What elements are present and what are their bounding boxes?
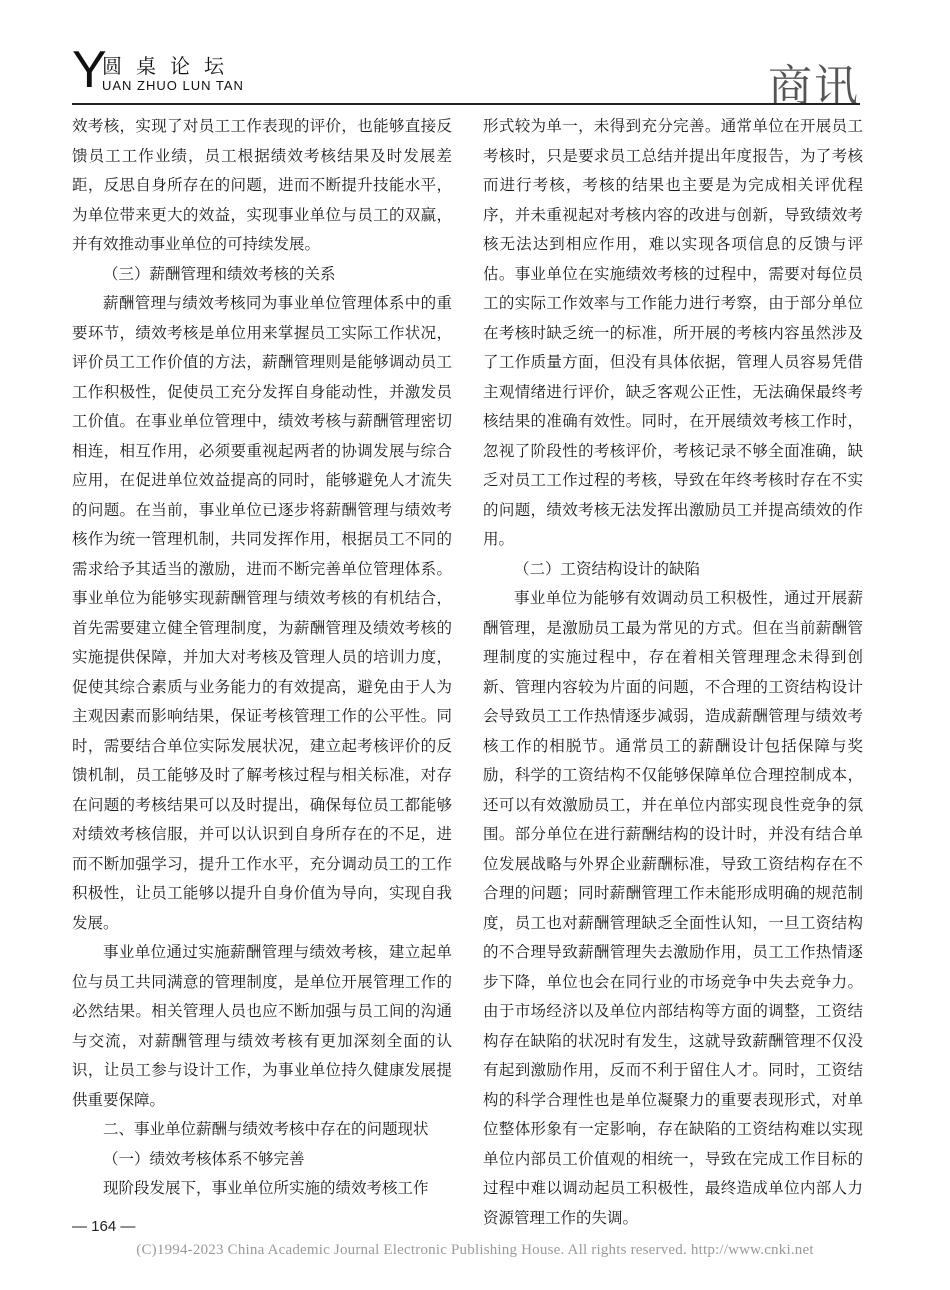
- paragraph: 事业单位通过实施薪酬管理与绩效考核，建立起单位与员工共同满意的管理制度，是单位开展管理工作的必然结果。相关管理人员也应不断加强与员工间的沟通与交流，对薪酬管理与绩效考核有更加深刻全面的认识，让员工参与设计工作，为事业单位持久健康发展提供重要保障。: [72, 943, 452, 1109]
- header-logo-letter: Y: [72, 41, 107, 99]
- column-name-cn: 圆桌论坛: [102, 54, 238, 78]
- paragraph: 形式较为单一，未得到充分完善。通常单位在开展员工考核时，只是要求员工总结并提出年度报告，为了考核而进行考核，考核的结果也主要是为完成相关评优程序，并未重视起对考核内容的改进与创新，导致绩效考核无法达到相应作用，难以实现各项信息的反馈与评估。事业单位在实施绩效考核的过程中，需要对每位员工的实际工作效率与工作能力进行考察，由于部分单位在考核时缺乏统一的标准，所开展的考核内容虽然涉及了工作质量方面，但没有具体依据，管理人员容易凭借主观情绪进行评价，缺乏客观公正性，无法确保最终考核结果的准确有效性。同时，在开展绩效考核工作时，忽视了阶段性的考核评价，考核记录不够全面准确，缺乏对员工工作过程的考核，导致在年终考核时存在不实的问题，绩效考核无法发挥出激励员工并提高绩效的作用。: [483, 117, 863, 548]
- copyright-footer: (C)1994-2023 China Academic Journal Electronic Publishing House. All rights reserved. http://www.cnki.net: [136, 1242, 814, 1258]
- paragraph: 效考核，实现了对员工工作表现的评价，也能够直接反馈员工工作业绩，员工根据绩效考核结果及时发展差距，反思自身所存在的问题，进而不断提升技能水平，为单位带来更大的效益，实现事业单位与员工的双赢，并有效推动事业单位的可持续发展。: [72, 117, 452, 253]
- section-heading: 二、事业单位薪酬与绩效考核中存在的问题现状: [103, 1120, 429, 1138]
- section-heading: （三）薪酬管理和绩效考核的关系: [103, 264, 336, 283]
- paragraph: 薪酬管理与绩效考核同为事业单位管理体系中的重要环节，绩效考核是单位用来掌握员工实际工作状况，评价员工工作价值的方法，薪酬管理则是能够调动员工工作积极性，促使员工充分发挥自身能动性，并激发员工价值。在事业单位管理中，绩效考核与薪酬管理密切相连，相互作用，必须要重视起两者的协调发展与综合应用，在促进单位效益提高的同时，能够避免人才流失的问题。在当前，事业单位已逐步将薪酬管理与绩效考核作为统一管理机制，共同发挥作用，根据员工不同的需求给予其适当的激励，进而不断完善单位管理体系。事业单位为能够实现薪酬管理与绩效考核的有机结合，首先需要建立健全管理制度，为薪酬管理及绩效考核的实施提供保障，并加大对考核及管理人员的培训力度，促使其综合素质与业务能力的有效提高，避免由于人为主观因素而影响结果，保证考核管理工作的公平性。同时，需要结合单位实际发展状况，建立起考核评价的反馈机制，员工能够及时了解考核过程与相关标准，对存在问题的考核结果可以及时提出，确保每位员工都能够对绩效考核信服，并可以认识到自身所存在的不足，进而不断加强学习，提升工作水平，充分调动员工的工作积极性，让员工能够以提升自身价值为导向，实现自我发展。: [72, 294, 452, 932]
- paragraph: 事业单位为能够有效调动员工积极性，通过开展薪酬管理，是激励员工最为常见的方式。但在当前薪酬管理制度的实施过程中，存在着相关管理理念未得到创新、管理内容较为片面的问题，不合理的工资结构设计会导致员工工作热情逐步减弱，造成薪酬管理与绩效考核工作的相脱节。通常员工的薪酬设计包括保障与奖励，科学的工资结构不仅能够保障单位合理控制成本，还可以有效激励员工，并在单位内部实现良性竞争的氛围。部分单位在进行薪酬结构的设计时，并没有结合单位发展战略与外界企业薪酬标准，导致工资结构存在不合理的问题；同时薪酬管理工作未能形成明确的规范制度，员工也对薪酬管理缺乏全面性认知，一旦工资结构的不合理导致薪酬管理失去激励作用，员工工作热情逐步下降，单位也会在同行业的市场竞争中失去竞争力。由于市场经济以及单位内部结构等方面的调整，工资结构存在缺陷的状况时有发生，这就导致薪酬管理不仅没有起到激励作用，反而不利于留住人才。同时，工资结构的科学合理性也是单位凝聚力的重要表现形式，对单位整体形象有一定影响，存在缺陷的工资结构难以实现单位内部员工价值观的相统一，导致在完成工作目标的过程中难以调动起员工积极性，最终造成单位内部人力资源管理工作的失调。: [483, 589, 863, 1227]
- right-column: [483, 112, 863, 1233]
- left-column: [72, 112, 452, 1204]
- section-heading: （一）绩效考核体系不够完善: [103, 1149, 305, 1168]
- journal-brand: 商讯: [768, 61, 860, 112]
- paragraph: 现阶段发展下，事业单位所实施的绩效考核工作: [103, 1179, 429, 1197]
- header-rule: [72, 103, 860, 105]
- section-heading: （二）工资结构设计的缺陷: [514, 559, 701, 578]
- page-number: — 164 —: [72, 1218, 136, 1235]
- column-name-en: UAN ZHUO LUN TAN: [102, 78, 244, 93]
